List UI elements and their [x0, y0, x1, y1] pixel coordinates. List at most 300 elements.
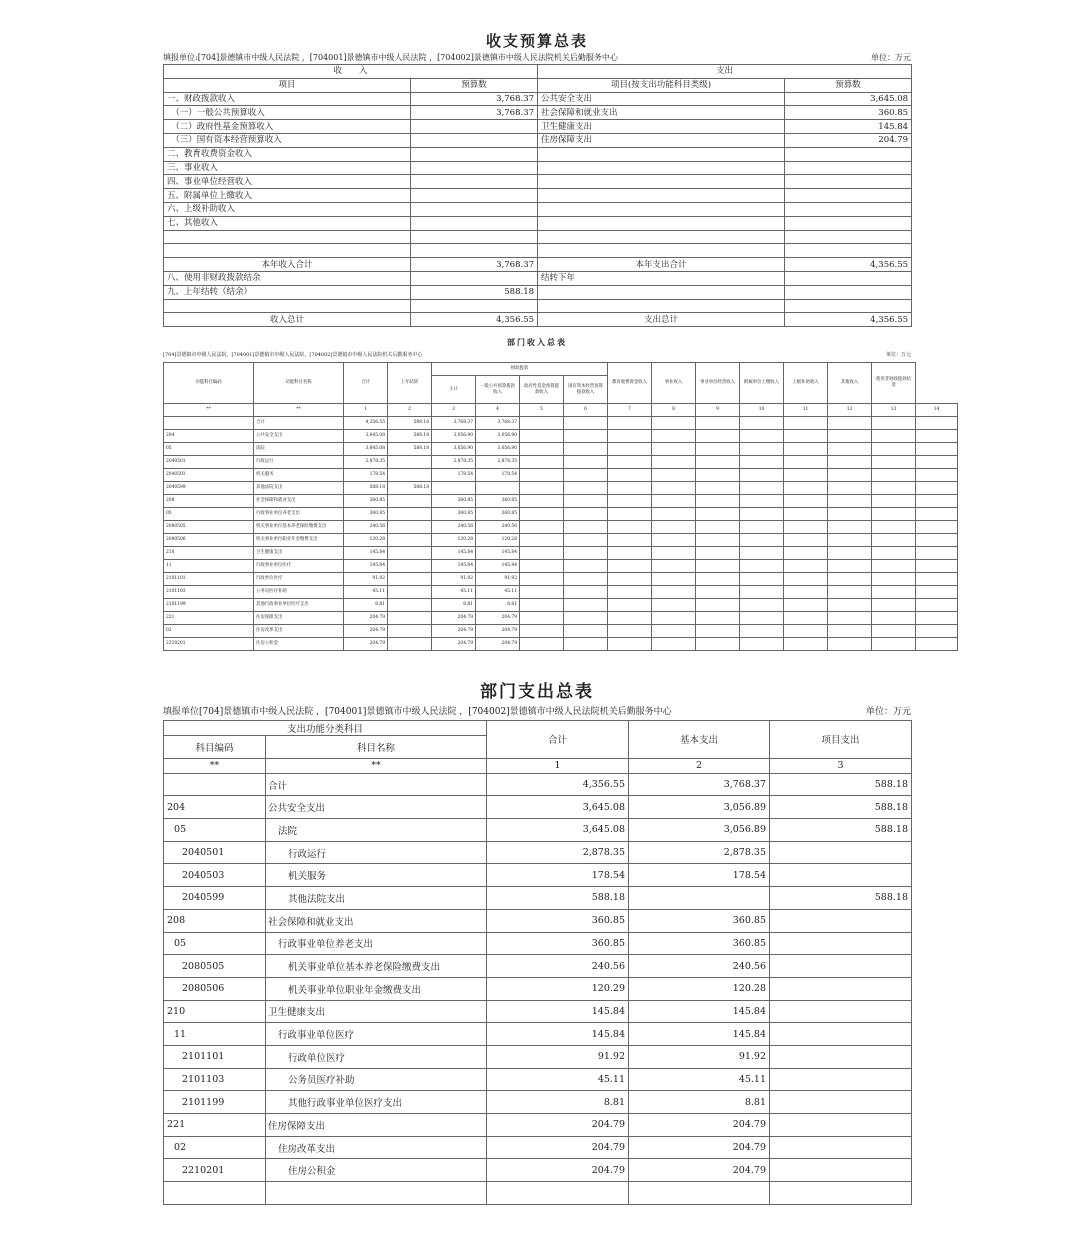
expense-item-cell: 本年支出合计 — [538, 258, 785, 272]
empty-cell — [520, 625, 564, 638]
index-cell: 4 — [476, 404, 520, 417]
empty-cell — [784, 430, 828, 443]
empty-cell — [828, 573, 872, 586]
empty-cell — [916, 573, 958, 586]
income-carry-cell: 588.18 — [388, 443, 432, 456]
income-budget-header: 预算数 — [411, 78, 538, 92]
empty-cell — [608, 482, 652, 495]
expense-group-header: 支出 — [538, 65, 912, 79]
income-sub-cell: 204.79 — [432, 638, 476, 651]
table-row — [164, 864, 912, 887]
income-code-cell: 2101101 — [164, 573, 254, 586]
empty-cell — [872, 625, 916, 638]
empty-cell — [652, 612, 696, 625]
income-total-cell: 2,878.35 — [344, 456, 388, 469]
expense-code-cell: 02 — [164, 1136, 266, 1159]
expense-h-total: 合计 — [487, 721, 629, 759]
table-row — [164, 1159, 912, 1182]
empty-cell — [696, 638, 740, 651]
expense-code-cell: 2101101 — [164, 1045, 266, 1068]
income-total-cell: 204.79 — [344, 612, 388, 625]
expense-code-cell: 2040503 — [164, 864, 266, 887]
income-sub-cell: 2,878.35 — [432, 456, 476, 469]
income-gen-cell: 91.92 — [476, 573, 520, 586]
expense-code-cell: 05 — [164, 932, 266, 955]
income-item-cell: 本年收入合计 — [164, 258, 411, 272]
income-total-cell: 3,645.08 — [344, 430, 388, 443]
income-carry-cell: 588.18 — [388, 482, 432, 495]
income-value-cell — [411, 216, 538, 230]
expense-total-cell: 204.79 — [487, 1159, 629, 1182]
income-item-cell: 二、教育收费资金收入 — [164, 147, 411, 161]
empty-cell — [608, 443, 652, 456]
table-row — [164, 819, 912, 842]
expense-name-cell: 法院 — [266, 819, 487, 842]
expense-project-cell: 588.18 — [770, 773, 912, 796]
expense-project-cell — [770, 1114, 912, 1137]
income-name-cell: 卫生健康支出 — [254, 547, 344, 560]
empty-cell — [564, 417, 608, 430]
expense-code-cell: 2080505 — [164, 955, 266, 978]
empty-cell — [872, 469, 916, 482]
empty-cell — [828, 443, 872, 456]
empty-cell — [564, 495, 608, 508]
empty-cell — [608, 547, 652, 560]
empty-cell — [564, 482, 608, 495]
empty-cell — [740, 547, 784, 560]
table-row — [164, 547, 958, 560]
expense-total-cell: 4,356.55 — [487, 773, 629, 796]
income-value-cell — [411, 202, 538, 216]
income-name-cell: 社会保障和就业支出 — [254, 495, 344, 508]
empty-cell — [520, 469, 564, 482]
empty-cell — [784, 547, 828, 560]
income-h-superior: 上级补助收入 — [784, 363, 828, 404]
income-code-cell: 221 — [164, 612, 254, 625]
expense-total-cell: 360.85 — [487, 909, 629, 932]
empty-cell — [872, 417, 916, 430]
empty-cell — [828, 586, 872, 599]
empty-cell — [608, 495, 652, 508]
empty-cell — [740, 417, 784, 430]
empty-cell — [520, 482, 564, 495]
empty-cell — [608, 612, 652, 625]
income-item-cell: 八、使用非财政拨款结余 — [164, 271, 411, 285]
income-h-code: 功能科目编码 — [164, 363, 254, 404]
empty-cell — [652, 443, 696, 456]
expense-name-cell: 卫生健康支出 — [266, 1000, 487, 1023]
empty-cell — [520, 521, 564, 534]
budget-summary-column-header — [164, 78, 912, 92]
income-item-cell: 六、上级补助收入 — [164, 202, 411, 216]
empty-cell — [652, 573, 696, 586]
empty-cell — [872, 560, 916, 573]
income-total-cell: 588.18 — [344, 482, 388, 495]
expense-basic-cell: 145.84 — [629, 1000, 770, 1023]
empty-cell — [828, 456, 872, 469]
income-item-cell: 收入总计 — [164, 313, 411, 327]
expense-section — [163, 680, 911, 1205]
expense-project-cell — [770, 955, 912, 978]
income-carry-cell: 588.18 — [388, 430, 432, 443]
expense-total-cell: 91.92 — [487, 1045, 629, 1068]
expense-total-cell: 2,878.35 — [487, 841, 629, 864]
expense-basic-cell: 360.85 — [629, 909, 770, 932]
income-carry-cell — [388, 495, 432, 508]
empty-cell — [696, 469, 740, 482]
income-value-cell — [411, 189, 538, 203]
income-carry-cell — [388, 612, 432, 625]
income-value-cell: 4,356.55 — [411, 313, 538, 327]
income-sub-cell: 3,056.90 — [432, 430, 476, 443]
index-cell: 5 — [520, 404, 564, 417]
table-row — [164, 313, 912, 327]
empty-cell — [740, 508, 784, 521]
index-cell: 13 — [872, 404, 916, 417]
income-value-cell — [411, 299, 538, 313]
table-row — [164, 1091, 912, 1114]
index-cell: 3 — [770, 758, 912, 773]
expense-project-cell — [770, 1136, 912, 1159]
expense-code-cell: 221 — [164, 1114, 266, 1137]
expense-item-cell — [538, 161, 785, 175]
expense-h-code: 科目编码 — [164, 736, 266, 759]
income-gen-cell: 3,768.37 — [476, 417, 520, 430]
income-h-operate: 事业单位经营收入 — [696, 363, 740, 404]
empty-cell — [872, 521, 916, 534]
expense-project-cell — [770, 864, 912, 887]
empty-cell — [872, 573, 916, 586]
expense-basic-cell: 178.54 — [629, 864, 770, 887]
income-name-cell: 住房改革支出 — [254, 625, 344, 638]
expense-code-cell: 204 — [164, 796, 266, 819]
empty-cell — [652, 534, 696, 547]
expense-name-cell: 行政单位医疗 — [266, 1045, 487, 1068]
income-name-cell: 其他法院支出 — [254, 482, 344, 495]
empty-cell — [916, 430, 958, 443]
income-value-cell — [411, 147, 538, 161]
expense-name-cell: 行政事业单位医疗 — [266, 1023, 487, 1046]
empty-cell — [608, 469, 652, 482]
empty-cell — [916, 495, 958, 508]
expense-unit: 单位：万元 — [865, 707, 911, 717]
expense-total-cell: 360.85 — [487, 932, 629, 955]
table-row — [164, 443, 958, 456]
income-sub-cell: 45.11 — [432, 586, 476, 599]
empty-cell — [872, 482, 916, 495]
income-code-cell: 2080505 — [164, 521, 254, 534]
empty-cell — [916, 586, 958, 599]
empty-cell — [916, 508, 958, 521]
expense-name-cell: 公务员医疗补助 — [266, 1068, 487, 1091]
expense-item-cell: 支出总计 — [538, 313, 785, 327]
index-cell: 14 — [916, 404, 958, 417]
empty-cell — [784, 495, 828, 508]
expense-value-cell: 204.79 — [785, 133, 912, 147]
expense-value-cell: 360.85 — [785, 106, 912, 120]
table-row — [164, 92, 912, 106]
empty-cell — [696, 508, 740, 521]
income-h-business: 事业收入 — [652, 363, 696, 404]
expense-value-cell — [785, 299, 912, 313]
income-sub-cell: 3,768.37 — [432, 417, 476, 430]
empty-cell — [608, 508, 652, 521]
income-gen-cell: 120.28 — [476, 534, 520, 547]
expense-name-cell: 机关服务 — [266, 864, 487, 887]
expense-code-cell: 05 — [164, 819, 266, 842]
expense-total-cell: 588.18 — [487, 887, 629, 910]
empty-cell — [828, 560, 872, 573]
income-sub-cell: 360.85 — [432, 508, 476, 521]
table-row — [164, 230, 912, 244]
expense-item-cell — [538, 189, 785, 203]
table-row — [164, 120, 912, 134]
income-index-row — [164, 404, 958, 417]
income-item-cell: 五、附属单位上缴收入 — [164, 189, 411, 203]
table-row — [164, 161, 912, 175]
expense-project-cell — [770, 1045, 912, 1068]
income-carry-cell — [388, 521, 432, 534]
income-item-header: 项目 — [164, 78, 411, 92]
income-header-row-1 — [164, 363, 958, 376]
expense-item-cell: 结转下年 — [538, 271, 785, 285]
income-meta — [163, 348, 911, 362]
empty-cell — [828, 625, 872, 638]
empty-cell — [740, 638, 784, 651]
income-gen-cell: 360.85 — [476, 495, 520, 508]
index-cell: 12 — [828, 404, 872, 417]
expense-basic-cell: 2,878.35 — [629, 841, 770, 864]
empty-cell — [520, 508, 564, 521]
income-item-cell: 四、事业单位经营收入 — [164, 175, 411, 189]
expense-basic-cell — [629, 1182, 770, 1205]
table-row — [164, 909, 912, 932]
income-name-cell: 住房保障支出 — [254, 612, 344, 625]
expense-total-cell: 8.81 — [487, 1091, 629, 1114]
expense-total-cell: 45.11 — [487, 1068, 629, 1091]
table-row — [164, 638, 958, 651]
income-gen-cell: 145.84 — [476, 547, 520, 560]
expense-name-cell: 社会保障和就业支出 — [266, 909, 487, 932]
expense-basic-cell: 45.11 — [629, 1068, 770, 1091]
income-gen-cell: 8.81 — [476, 599, 520, 612]
empty-cell — [696, 599, 740, 612]
empty-cell — [608, 534, 652, 547]
income-h-total: 合计 — [344, 363, 388, 404]
income-value-cell — [411, 271, 538, 285]
table-row — [164, 244, 912, 258]
empty-cell — [916, 625, 958, 638]
expense-code-cell: 2040599 — [164, 887, 266, 910]
expense-item-header: 项目(按支出功能科目类级) — [538, 78, 785, 92]
expense-item-cell — [538, 299, 785, 313]
income-sub-cell: 145.84 — [432, 547, 476, 560]
income-unit: 单位：万元 — [885, 352, 911, 358]
income-gen-cell: 240.56 — [476, 521, 520, 534]
empty-cell — [696, 430, 740, 443]
empty-cell — [696, 456, 740, 469]
expense-project-cell — [770, 909, 912, 932]
expense-total-cell: 178.54 — [487, 864, 629, 887]
empty-cell — [696, 560, 740, 573]
expense-total-cell: 3,645.08 — [487, 796, 629, 819]
empty-cell — [740, 456, 784, 469]
empty-cell — [608, 586, 652, 599]
index-cell: ** — [266, 758, 487, 773]
income-gen-cell: 360.85 — [476, 508, 520, 521]
empty-cell — [520, 534, 564, 547]
income-item-cell: 三、事业收入 — [164, 161, 411, 175]
table-row — [164, 469, 958, 482]
index-cell: ** — [164, 404, 254, 417]
empty-cell — [828, 430, 872, 443]
empty-cell — [872, 456, 916, 469]
expense-total-cell: 204.79 — [487, 1136, 629, 1159]
expense-project-cell — [770, 1068, 912, 1091]
empty-cell — [696, 547, 740, 560]
empty-cell — [916, 521, 958, 534]
expense-basic-cell: 3,056.89 — [629, 796, 770, 819]
empty-cell — [828, 469, 872, 482]
empty-cell — [608, 430, 652, 443]
expense-project-cell — [770, 1182, 912, 1205]
table-row — [164, 1114, 912, 1137]
expense-value-cell — [785, 202, 912, 216]
expense-project-cell — [770, 932, 912, 955]
budget-summary-table — [163, 64, 912, 327]
empty-cell — [608, 573, 652, 586]
expense-project-cell: 588.18 — [770, 887, 912, 910]
empty-cell — [696, 573, 740, 586]
income-sub-cell: 91.92 — [432, 573, 476, 586]
income-value-cell — [411, 244, 538, 258]
table-row — [164, 599, 958, 612]
empty-cell — [916, 482, 958, 495]
income-total-cell: 91.92 — [344, 573, 388, 586]
table-row — [164, 521, 958, 534]
empty-cell — [916, 417, 958, 430]
income-sub-cell: 120.28 — [432, 534, 476, 547]
income-carry-cell — [388, 638, 432, 651]
empty-cell — [520, 430, 564, 443]
expense-project-cell: 588.18 — [770, 819, 912, 842]
income-h-fund: 政府性基金预算拨款收入 — [520, 376, 564, 404]
expense-unit-info: 填报单位[704]景德镇市中级人民法院 ，[704001]景德镇市中级人民法院 ，[704002]景德镇市中级人民法院机关后勤服务中心 — [163, 707, 672, 717]
income-title: 部门收入总表 — [507, 337, 567, 347]
table-row — [164, 299, 912, 313]
expense-name-cell — [266, 1182, 487, 1205]
income-value-cell — [411, 120, 538, 134]
income-h-general: 一般公共预算拨款收入 — [476, 376, 520, 404]
income-gen-cell: 204.79 — [476, 612, 520, 625]
empty-cell — [784, 534, 828, 547]
empty-cell — [564, 443, 608, 456]
income-item-cell: 九、上年结转（结余） — [164, 285, 411, 299]
table-row — [164, 586, 958, 599]
income-total-cell: 120.28 — [344, 534, 388, 547]
index-cell: ** — [164, 758, 266, 773]
income-sub-cell: 178.54 — [432, 469, 476, 482]
income-gen-cell: 45.11 — [476, 586, 520, 599]
income-item-cell: （二）政府性基金预算收入 — [164, 120, 411, 134]
empty-cell — [652, 508, 696, 521]
expense-value-cell — [785, 216, 912, 230]
empty-cell — [828, 495, 872, 508]
income-value-cell — [411, 230, 538, 244]
income-item-cell — [164, 299, 411, 313]
expense-name-cell: 合计 — [266, 773, 487, 796]
table-row — [164, 430, 958, 443]
empty-cell — [828, 417, 872, 430]
empty-cell — [828, 547, 872, 560]
income-name-cell: 行政事业单位养老支出 — [254, 508, 344, 521]
expense-value-cell: 3,645.08 — [785, 92, 912, 106]
table-row — [164, 560, 958, 573]
expense-name-cell: 公共安全支出 — [266, 796, 487, 819]
income-name-cell: 公务员医疗补助 — [254, 586, 344, 599]
income-code-cell: 2210201 — [164, 638, 254, 651]
empty-cell — [872, 638, 916, 651]
income-h-capital: 国有资本经营预算拨款收入 — [564, 376, 608, 404]
empty-cell — [564, 456, 608, 469]
empty-cell — [696, 482, 740, 495]
index-cell: 1 — [344, 404, 388, 417]
empty-cell — [784, 456, 828, 469]
empty-cell — [696, 534, 740, 547]
empty-cell — [652, 456, 696, 469]
income-name-cell: 机关事业单位职业年金缴费支出 — [254, 534, 344, 547]
income-total-cell: 360.85 — [344, 508, 388, 521]
income-value-cell: 588.18 — [411, 285, 538, 299]
empty-cell — [872, 547, 916, 560]
income-name-cell: 住房公积金 — [254, 638, 344, 651]
expense-project-cell: 588.18 — [770, 796, 912, 819]
income-sub-cell: 240.56 — [432, 521, 476, 534]
empty-cell — [696, 625, 740, 638]
index-cell: 2 — [388, 404, 432, 417]
income-carry-cell — [388, 456, 432, 469]
expense-basic-cell: 91.92 — [629, 1045, 770, 1068]
income-item-cell — [164, 230, 411, 244]
empty-cell — [564, 521, 608, 534]
income-sub-cell: 360.85 — [432, 495, 476, 508]
empty-cell — [652, 495, 696, 508]
income-item-cell: 七、其他收入 — [164, 216, 411, 230]
empty-cell — [608, 638, 652, 651]
table-row — [164, 573, 958, 586]
empty-cell — [916, 612, 958, 625]
income-sub-cell: 204.79 — [432, 612, 476, 625]
expense-name-cell: 其他法院支出 — [266, 887, 487, 910]
empty-cell — [740, 599, 784, 612]
income-h-fiscal-group: 财政拨款 — [432, 363, 608, 376]
income-gen-cell: 178.54 — [476, 469, 520, 482]
table-row — [164, 285, 912, 299]
income-gen-cell: 2,878.35 — [476, 456, 520, 469]
income-code-cell: 210 — [164, 547, 254, 560]
budget-summary-section — [163, 30, 911, 327]
expense-project-cell — [770, 841, 912, 864]
table-row — [164, 133, 912, 147]
income-name-cell: 行政运行 — [254, 456, 344, 469]
empty-cell — [520, 586, 564, 599]
empty-cell — [784, 521, 828, 534]
income-h-carry: 上年结转 — [388, 363, 432, 404]
expense-item-cell — [538, 216, 785, 230]
empty-cell — [652, 547, 696, 560]
empty-cell — [740, 443, 784, 456]
empty-cell — [740, 469, 784, 482]
